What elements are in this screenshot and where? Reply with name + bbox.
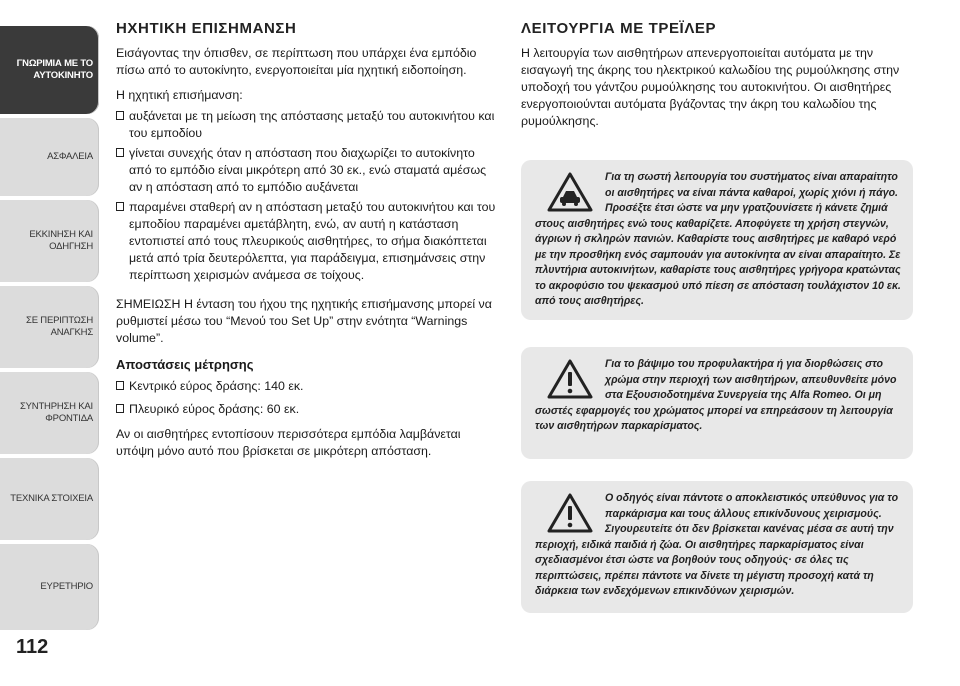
tab-getting-to-know-car[interactable]: ΓΝΩΡΙΜΙΑ ΜΕ ΤΟ ΑΥΤΟΚΙΝΗΤΟ [0, 26, 99, 114]
tab-starting-driving[interactable]: ΕΚΚΙΝΗΣΗ ΚΑΙ ΟΔΗΓΗΣΗ [0, 200, 99, 282]
signal-behaviour-list [116, 108, 496, 284]
warning-box-cleaning [521, 160, 913, 320]
closing-paragraph: Αν οι αισθητήρες εντοπίσουν περισσότερα εμπόδια λαμβάνεται υπόψη μόνο αυτό που βρίσκεται σε μικρότερη απόσταση. [116, 427, 461, 458]
list-item: παραμένει σταθερή αν η απόσταση μεταξύ του αυτοκινήτου και του εμποδίου παραμένει αμετάβλητη, ενώ, αν αυτή η κατάσταση εντοπιστεί από τους πλευρικούς αισθητήρες, το σήμα διακόπτεται μετά από τρία δευτερόλεπτα, για παράδειγμα, επισημάνσεις στην περίπτωση χειρισμών ανάμεσα σε τοίχους. [116, 199, 496, 284]
lead-paragraph: Η ηχητική επισήμανση: [116, 88, 243, 102]
tab-index[interactable]: ΕΥΡΕΤΗΡΙΟ [0, 544, 99, 630]
subtitle-measuring-distances: Αποστάσεις μέτρησης [116, 357, 254, 372]
section-title-audible-signal: ΗΧΗΤΙΚΗ ΕΠΙΣΗΜΑΝΣΗ [116, 20, 297, 37]
note-paragraph: ΣΗΜΕΙΩΣΗ Η ένταση του ήχου της ηχητικής επισήμανσης μπορεί να ρυθμιστεί μέσω του “Μενού του Set Up” στην ενότητα “Warnings volume”. [116, 297, 492, 345]
warning-icon [547, 493, 593, 533]
right-column [521, 20, 913, 138]
tab-technical-data[interactable]: ΤΕΧΝΙΚΑ ΣΤΟΙΧΕΙΑ [0, 458, 99, 540]
list-item: Κεντρικό εύρος δράσης: 140 εκ. [116, 378, 496, 395]
list-item: αυξάνεται με τη μείωση της απόστασης μεταξύ του αυτοκινήτου και του εμποδίου [116, 108, 496, 142]
tab-maintenance[interactable]: ΣΥΝΤΗΡΗΣΗ ΚΑΙ ΦΡΟΝΤΙΔΑ [0, 372, 99, 454]
trailer-paragraph: Η λειτουργία των αισθητήρων απενεργοποιείται αυτόματα με την εισαγωγή της άκρης του ηλεκτρικού καλωδίου της ρυμούλκησης στην υποδοχή του γάντζου ρυμούλκησης του αυτοκινήτου. Οι αισθητήρες ενεργοποιούνται αυτόματα βγάζοντας την άκρη του καλωδίου της ρυμούλκησης. [521, 46, 900, 128]
tab-safety[interactable]: ΑΣΦΑΛΕΙΑ [0, 118, 99, 196]
warning-box-driver-responsibility [521, 481, 913, 613]
tab-emergency[interactable]: ΣΕ ΠΕΡΙΠΤΩΣΗ ΑΝΑΓΚΗΣ [0, 286, 99, 368]
warning-box-painting [521, 347, 913, 459]
car-warning-icon [547, 172, 593, 212]
left-column [116, 20, 496, 468]
section-title-trailer: ΛΕΙΤΟΥΡΓΙΑ ΜΕ ΤΡΕΪΛΕΡ [521, 20, 717, 37]
intro-paragraph: Εισάγοντας την όπισθεν, σε περίπτωση που υπάρχει ένα εμπόδιο πίσω από το αυτοκίνητο, ενεργοποιείται μία ηχητική ειδοποίηση. [116, 46, 477, 77]
warning-text: Για το βάψιμο του προφυλακτήρα ή για διορθώσεις στο χρώμα στην περιοχή των αισθητήρων, απευθυνθείτε μόνο στα Εξουσιοδοτημένα Συνεργεία της Alfa Romeo. Οι μη σωστές εφαρμογές του χρώματος μπορεί να επηρεάσουν τη λειτουργία των αισθητήρων παρκαρίσματος. [535, 358, 897, 432]
page-number: 112 [16, 636, 49, 658]
list-item: Πλευρικό εύρος δράσης: 60 εκ. [116, 401, 496, 418]
list-item: γίνεται συνεχής όταν η απόσταση που διαχωρίζει το αυτοκίνητο από το εμπόδιο είναι μικρότερη από 30 εκ., ενώ σταματά αμέσως αν η απόσταση από το εμπόδιο αυξάνεται [116, 145, 496, 196]
warning-text: Για τη σωστή λειτουργία του συστήματος είναι απαραίτητο οι αισθητήρες να είναι πάντα καθαροί, χωρίς χιόνι ή πάγο. Προσέξτε έτσι ώστε να μην γρατζουνίσετε ή κάνετε ζημιά στους αισθητήρες ενώ τους καθαρίζετε. Αποφύγετε τη χρήση στεγνών, άγριων ή σκληρών πανιών. Καθαρίστε τους αισθητήρες με καθαρό νερό με την προσθήκη ενός σαμπουάν για αυτοκίνητα αν είναι απαραίτητο. Σε πλυντήρια αυτοκινήτων, καθαρίστε τους αισθητήρες γρήγορα κρατώντας το ακροφύσιο του ψεκασμού υπό πίεση σε απόσταση τουλάχιστον 10 εκ. από τους αισθητήρες. [535, 171, 901, 307]
ranges-list [116, 378, 496, 418]
warning-text: Ο οδηγός είναι πάντοτε ο αποκλειστικός υπεύθυνος για το παρκάρισμα και τους άλλους επικίνδυνους χειρισμούς. Σιγουρευτείτε ότι δεν βρίσκεται κανένας μέσα σε αυτή την περιοχή, ειδικά παιδιά ή ζώα. Οι αισθητήρες παρκαρίσματος είναι σχεδιασμένοι έτσι ώστε να βοηθούν τους οδηγούς· σε όλες τις περιπτώσεις, πρέπει πάντοτε να δίνετε τη μέγιστη προσοχή κατά τη διάρκεια των ενδεχόμενων επικινδύνων χειρισμών. [535, 492, 899, 597]
warning-icon [547, 359, 593, 399]
